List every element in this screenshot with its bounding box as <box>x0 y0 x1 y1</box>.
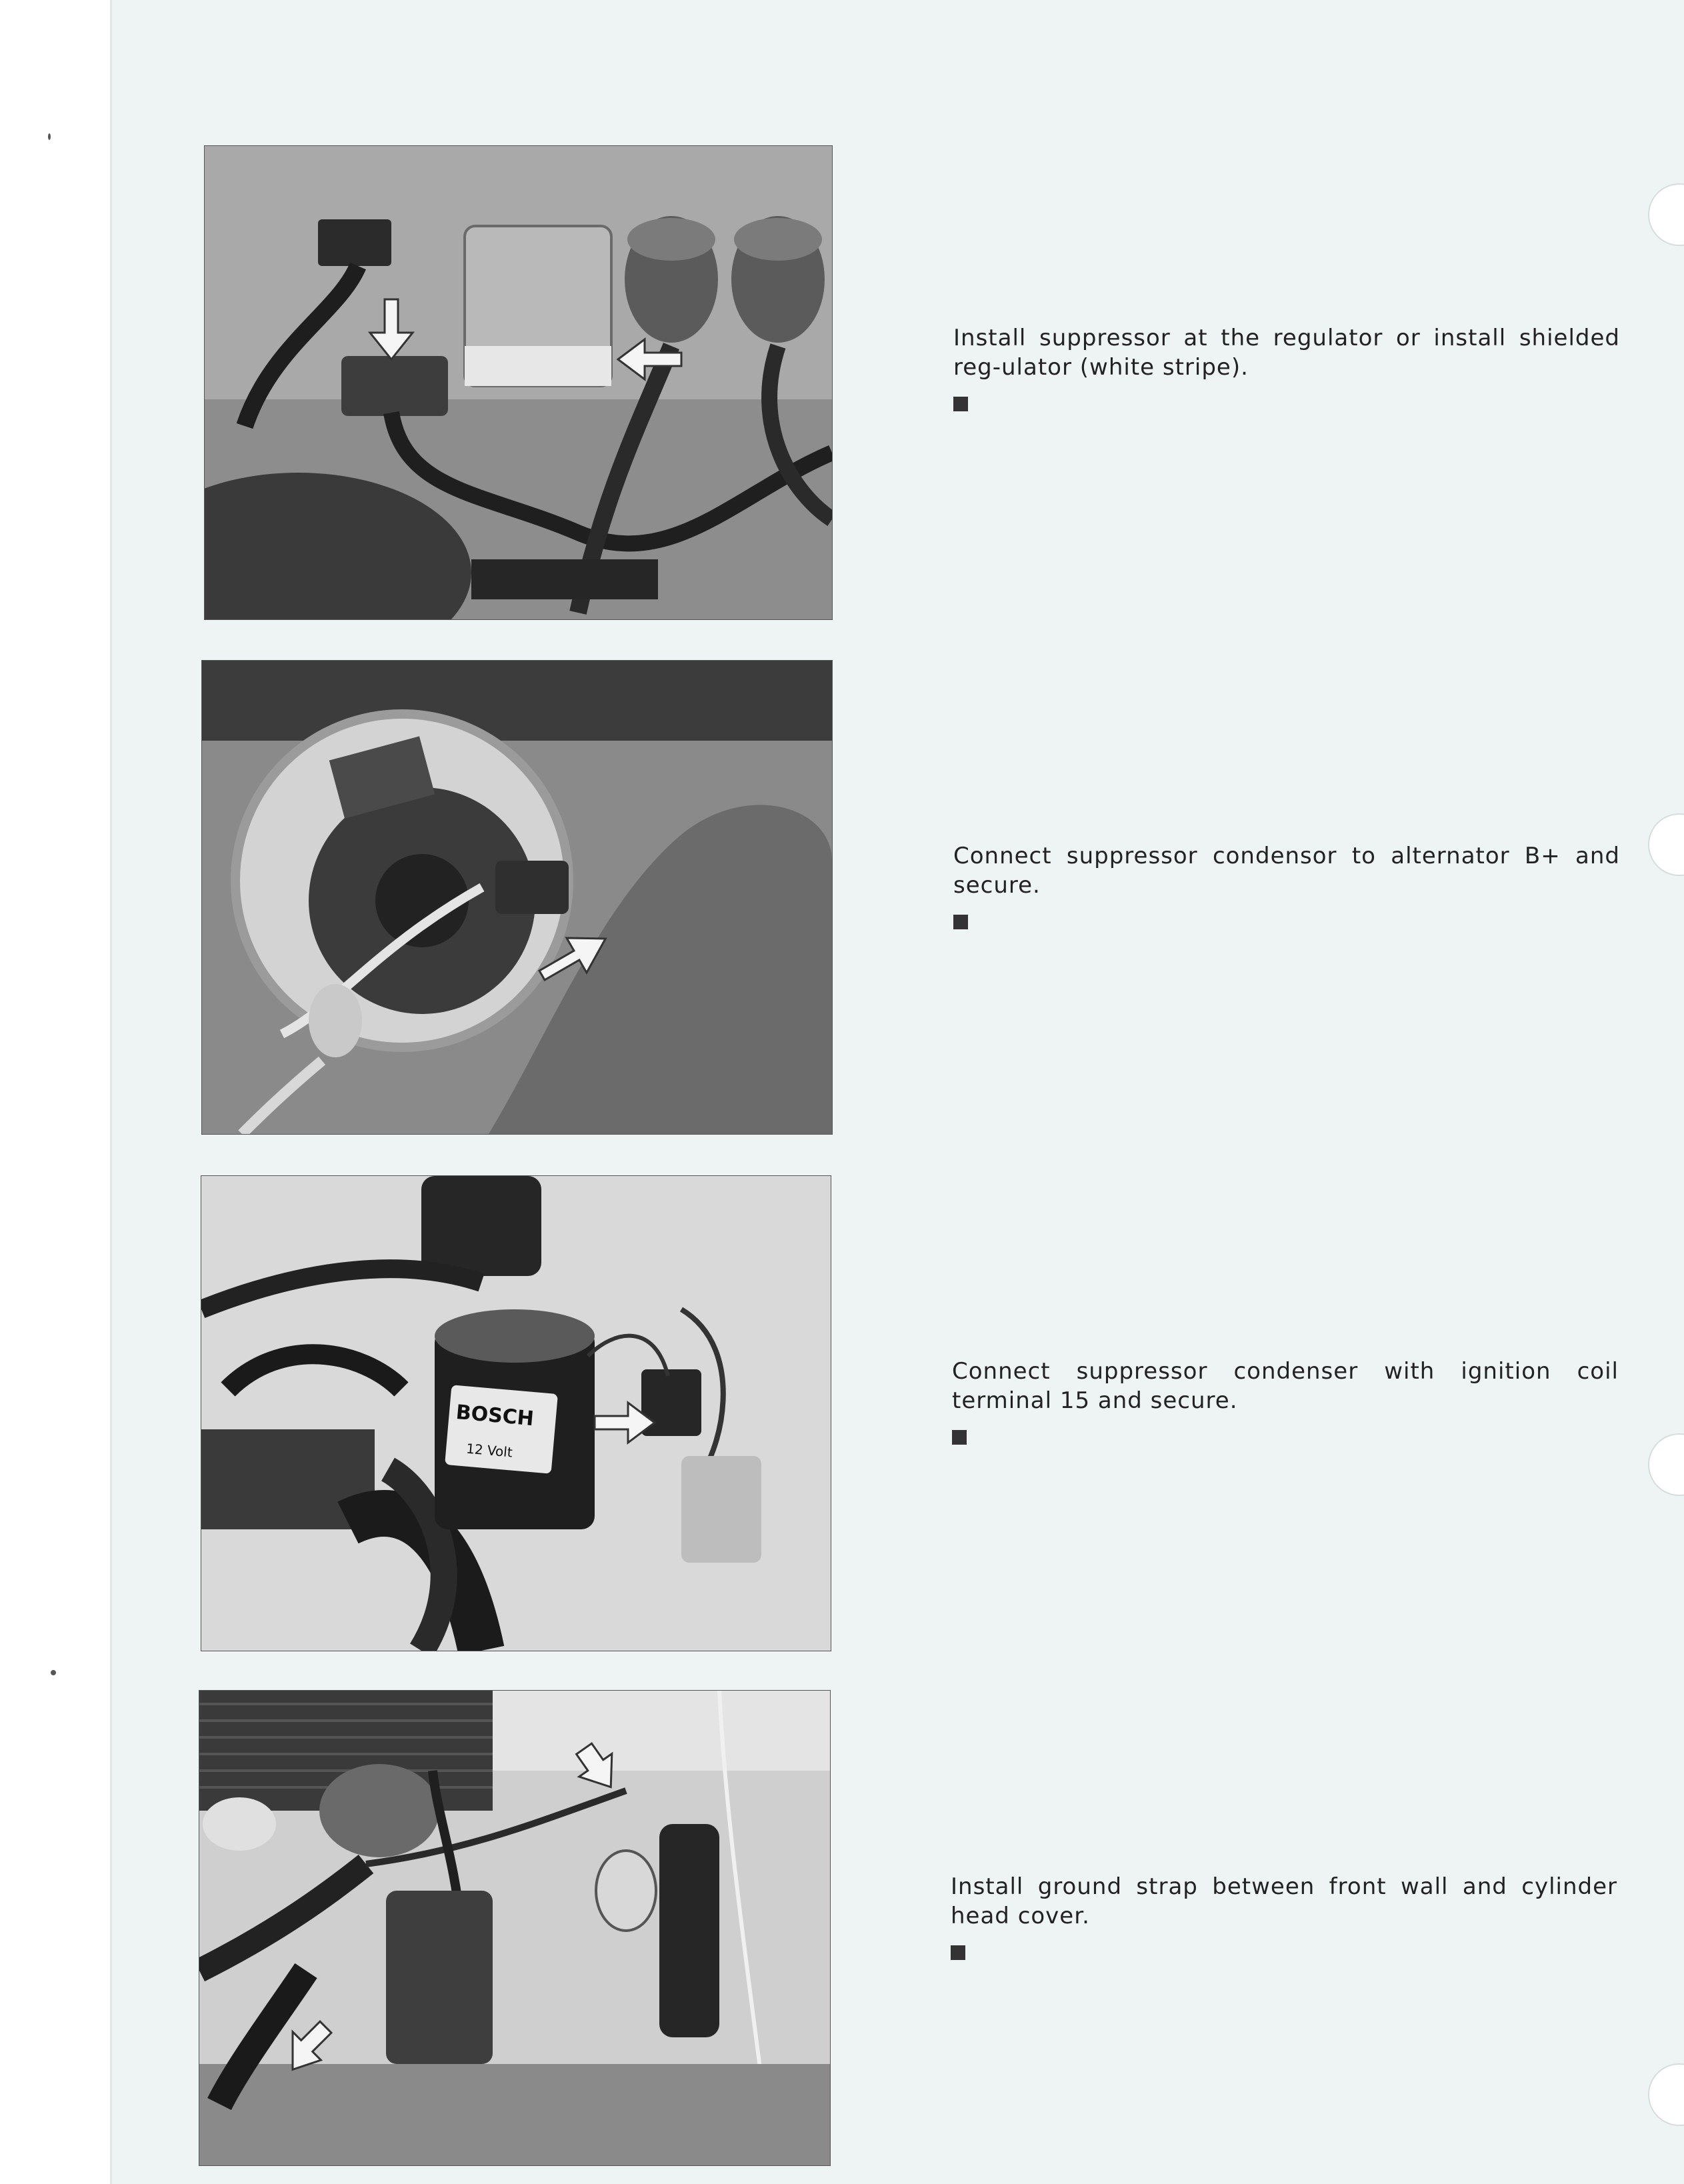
manual-page <box>112 0 1684 2184</box>
photo-alternator <box>201 660 833 1135</box>
coil-voltage-label: 12 Volt <box>465 1440 513 1461</box>
punch-hole <box>1648 2063 1684 2126</box>
step-1-caption <box>953 323 1620 411</box>
step-2-text: Connect suppressor condensor to alternator B+ and secure. <box>953 843 1620 899</box>
step-3-caption <box>952 1357 1619 1445</box>
photo-ground-strap <box>199 1690 831 2166</box>
step-4-text: Install ground strap between front wall and cylinder head cover. <box>951 1873 1617 1929</box>
coil-brand-label: BOSCH <box>455 1401 535 1431</box>
step-3-text: Connect suppressor condenser with ignition coil terminal 15 and secure. <box>952 1358 1619 1414</box>
photo-regulator <box>204 145 833 620</box>
step-4-caption <box>951 1872 1617 1960</box>
scan-margin <box>0 0 112 2184</box>
punch-hole <box>1648 1433 1684 1496</box>
scan-speck <box>48 133 51 140</box>
end-bullet-icon <box>952 1430 967 1445</box>
scan-speck <box>51 1670 56 1675</box>
step-1-text: Install suppressor at the regulator or install shielded reg-ulator (white stripe). <box>953 325 1620 381</box>
punch-hole <box>1648 813 1684 876</box>
end-bullet-icon <box>951 1945 965 1960</box>
end-bullet-icon <box>953 915 968 929</box>
end-bullet-icon <box>953 397 968 411</box>
punch-hole <box>1648 183 1684 246</box>
photo-ignition-coil <box>201 1175 831 1651</box>
step-2-caption <box>953 841 1620 929</box>
